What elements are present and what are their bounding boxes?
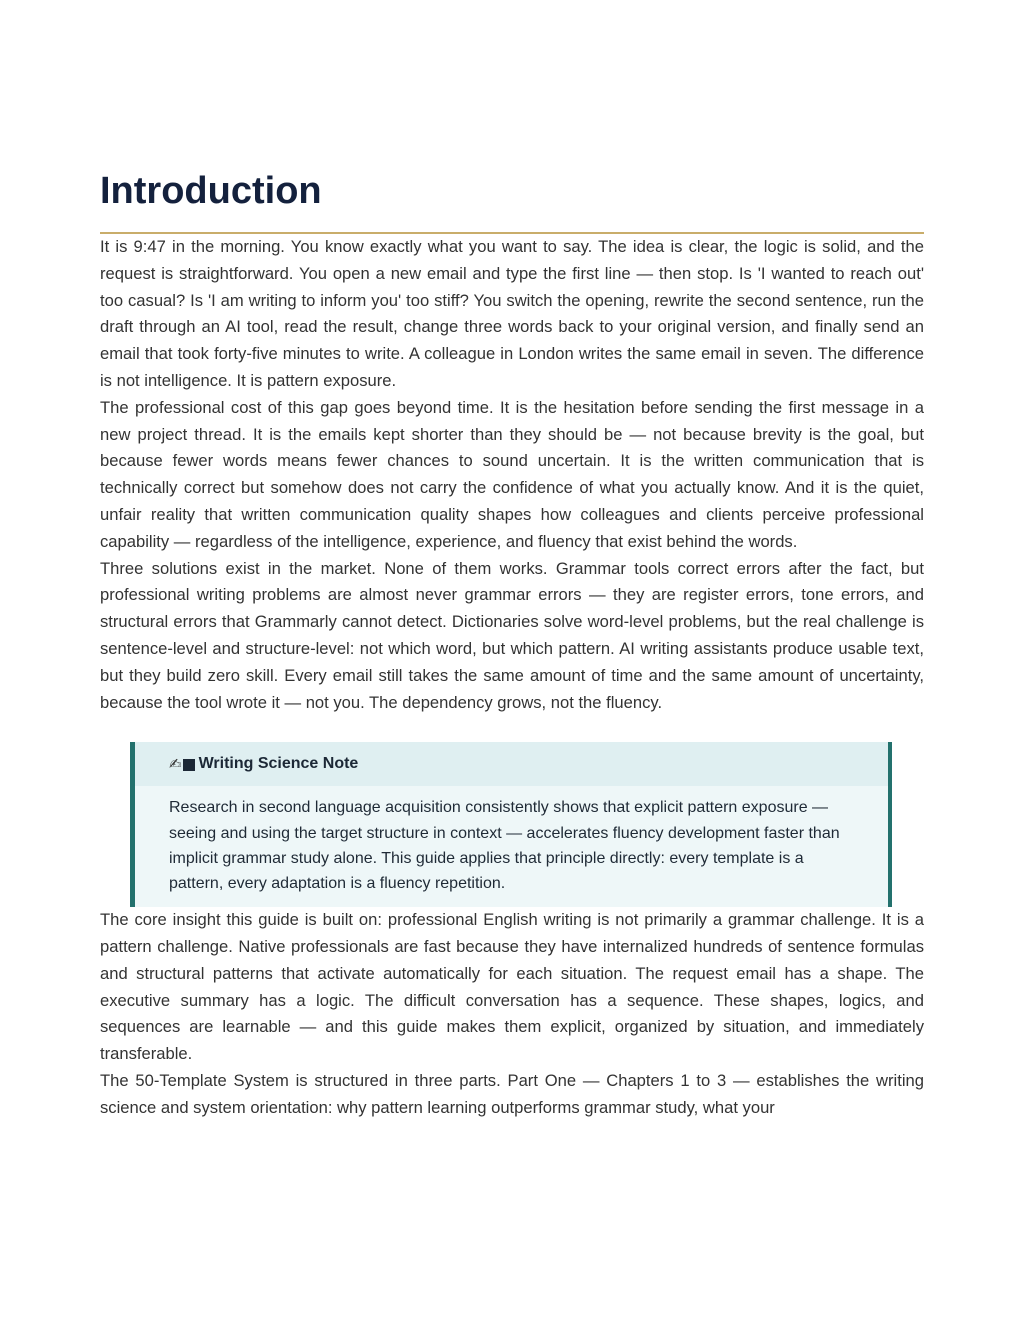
- page-title: Introduction: [100, 170, 322, 212]
- body-paragraph: The 50-Template System is structured in three parts. Part One — Chapters 1 to 3 — establishes the writing science and system orientation: why pattern learning outperforms grammar study, what your: [100, 1070, 924, 1117]
- note-header: [135, 742, 888, 786]
- body-paragraph: The core insight this guide is built on: professional English writing is not primarily a grammar challenge. It is a pattern challenge. Native professionals are fast because they have internalized hundreds of sentence formulas and structural patterns that activate automatically for each situation. The request email has a shape. The executive summary has a logic. The difficult conversation has a sequence. These shapes, logics, and sequences are learnable — and this guide makes them explicit, organized by situation, and immediately transferable.: [100, 910, 924, 1064]
- writing-hand-icon: ✍: [169, 755, 182, 774]
- body-paragraph: Three solutions exist in the market. None of them works. Grammar tools correct errors after the fact, but professional writing problems are almost never grammar errors — they are register errors, tone errors, and structural errors that Grammarly cannot detect. Dictionaries solve word-level problems, but the real challenge is sentence-level and structure-level: not which word, but which pattern. AI writing assistants produce usable text, but they build zero skill. Every email still takes the same amount of time and the same amount of uncertainty, because the tool wrote it — not you. The dependency grows, not the fluency.: [100, 558, 924, 712]
- note-title: Writing Science Note: [198, 755, 359, 773]
- note-body: Research in second language acquisition consistently shows that explicit pattern exposure — seeing and using the target structure in context — accelerates fluency development faster than implicit grammar study alone. This guide applies that principle directly: every template is a pattern, every adaptation is a fluency repetition.: [169, 799, 840, 892]
- square-icon: [183, 759, 195, 771]
- writing-science-note-callout: [130, 742, 892, 907]
- body-paragraph: It is 9:47 in the morning. You know exactly what you want to say. The idea is clear, the logic is solid, and the request is straightforward. You open a new email and type the first line — then stop. Is 'I wanted to reach out' too casual? Is 'I am writing to inform you' too stiff? You switch the opening, rewrite the second sentence, run the draft through an AI tool, read the result, change three words back to your original version, and finally send an email that took forty-five minutes to write. A colleague in London writes the same email in seven. The difference is not intelligence. It is pattern exposure.: [100, 237, 924, 390]
- body-paragraph: The professional cost of this gap goes beyond time. It is the hesitation before sending the first message in a new project thread. It is the emails kept shorter than they should be — not because brevity is the goal, but because fewer words means fewer chances to sound uncertain. It is the written communication that is technically correct but somehow does not carry the confidence of what you actually know. And it is the quiet, unfair reality that written communication quality shapes how colleagues and clients perceive professional capability — regardless of the intelligence, experience, and fluency that exist behind the words.: [100, 397, 924, 551]
- page-content: [100, 168, 924, 1122]
